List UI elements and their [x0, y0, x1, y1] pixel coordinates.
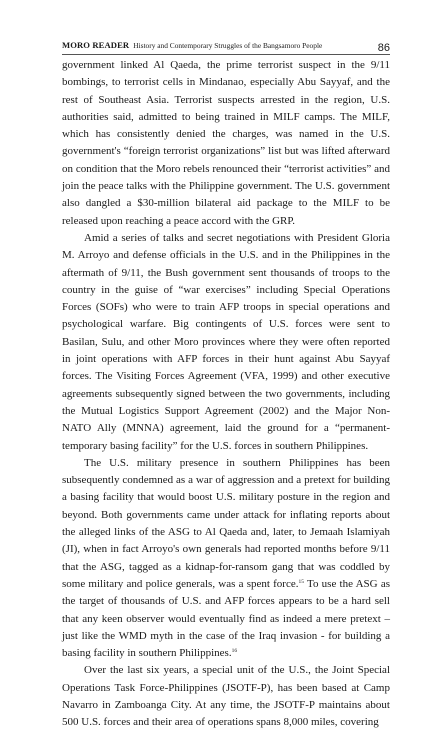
running-header — [62, 37, 390, 55]
paragraph-3-text-a: The U.S. military presence in southern Philippines has been subsequently condemned as a war of aggression and a pretext for building a basing facility that would boost U.S. military posture in the region and beyond. Both governments came under attack for inflating reports about the alleged links of the ASG to Al Qaeda and, later, to Jemaah Islamiyah (JI), when in fact Arroyo's own generals had reported months before 9/11 that the ASG, tagged as a kidnap-for-ransom gang that was coddled by some military and police generals, was a spent force. — [62, 456, 390, 590]
book-subtitle: History and Contemporary Struggles of the Bangsamoro People — [133, 41, 323, 50]
paragraph-1: government linked Al Qaeda, the prime terrorist suspect in the 9/11 bombings, to terrorist cells in Mindanao, especially Abu Sayyaf, and the rest of Southeast Asia. Terrorist suspects arrested in the region, U.S. authorities said, admitted to being trained in MILF camps. The MILF, which has consistently denied the charges, was named in the U.S. government's “foreign terrorist organizations” list but was lifted afterward on condition that the Moro rebels renounced their “terrorist activities” and join the peace talks with the Philippine government. The U.S. government also dangled a $30-million bilateral aid package to the MILF to be released upon reaching a peace accord with the GRP. — [62, 59, 390, 227]
running-title — [62, 35, 322, 53]
paragraph-4: Over the last six years, a special unit of the U.S., the Joint Special Operations Task Force-Philippines (JSOTF-P), has been based at Camp Navarro in Zamboanga City. At any time, the JSOTF-P maintains about 500 U.S. forces and their area of operations spans 8,000 miles, covering — [62, 664, 390, 729]
body-text — [62, 57, 390, 732]
paragraph-3-text-b: To use the ASG as the target of thousands of U.S. and AFP forces appears to be a hard sell that any keen observer would eventually find as indeed a mere pretext – just like the WMD myth in the case of the Iraq invasion - for building a basing facility in southern Philippines. — [62, 577, 390, 660]
book-series-title: MORO READER — [62, 40, 130, 50]
paragraph-3 — [62, 455, 390, 663]
page-number: 86 — [377, 42, 390, 54]
header-rule — [62, 54, 390, 55]
footnote-ref-15: 15 — [298, 578, 304, 585]
footnote-ref-16: 16 — [231, 648, 238, 655]
paragraph-2: Amid a series of talks and secret negotiations with President Gloria M. Arroyo and defense officials in the U.S. and in the Philippines in the aftermath of 9/11, the Bush government sent thousands of troops to the country in the guise of “war exercises” including Special Operations Forces (SOFs) who were to train AFP troops in special operations and psychological warfare. Big contingents of U.S. forces were sent to Basilan, Sulu, and other Moro provinces where they were often reported in joint operations with AFP forces in their hunt against Abu Sayyaf forces. The Visiting Forces Agreement (VFA, 1999) and other executive agreements subsequently signed between the two governments, including the Mutual Logistics Support Agreement (2002) and the Major Non-NATO Ally (MNNA) agreement, laid the ground for a “permanent-temporary basing facility” for the U.S. forces in southern Philippines. — [62, 231, 390, 452]
